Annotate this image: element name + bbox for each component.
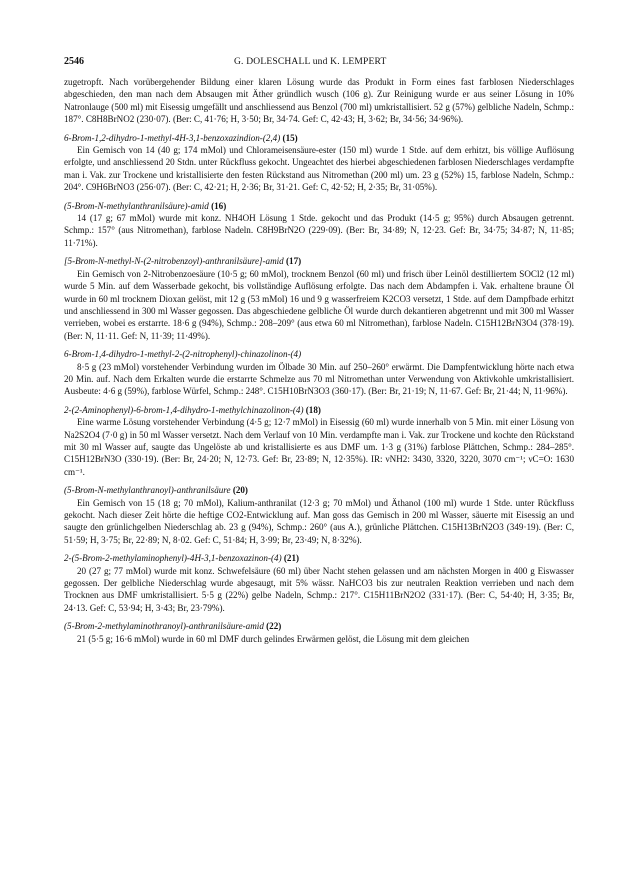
compound-number: (20) bbox=[232, 485, 248, 496]
paragraph: 20 (27 g; 77 mMol) wurde mit konz. Schwefelsäure (60 ml) über Nacht stehen gelassen und am nächsten Morgen in 400 g Eiswasser gegossen. Der gelbliche Niederschlag wurde abgesaugt, mit 5% wässr. NaHCO3 bis zur neutralen Reaktion verrieben und nach dem Trocknen aus DMF umkristallisiert. 5·5 g (22%) gelbe Nadeln, Schmp.: 217°. C15H11BrN2O2 (331·17). (Ber: C, 54·40; H, 3·35; Br, 24·13. Gef: C, 53·94; H, 3·43; Br, 23·79%). bbox=[64, 565, 574, 613]
running-header-authors: G. DOLESCHALL und K. LEMPERT bbox=[234, 57, 387, 67]
compound-name: (5-Brom-2-methylaminothranoyl)-anthranilsäure-amid bbox=[64, 621, 264, 632]
compound-name: (5-Brom-N-methylanthranilsäure)-amid bbox=[64, 200, 209, 211]
section-heading bbox=[64, 200, 574, 212]
compound-number: (21) bbox=[283, 553, 300, 564]
compound-name: 2-(5-Brom-2-methylaminophenyl)-4H-3,1-benzoxazinon-(4) bbox=[64, 553, 282, 564]
section-heading bbox=[64, 552, 574, 564]
page-header bbox=[64, 56, 574, 70]
section-heading bbox=[64, 132, 574, 144]
paragraph: 8·5 g (23 mMol) vorstehender Verbindung wurden im Ölbade 30 Min. auf 250–260° erwärmt. Die Dampfentwicklung hörte nach etwa 20 Min. auf. Nach dem Erkalten wurde die erstarrte Schmelze aus 70 ml Nitromethan unter Verwendung von Aktivkohle umkristallisiert. Ausbeute: 4·6 g (59%), farblose Würfel, Schmp.: 248°. C15H10BrN3O3 (360·17). (Ber: Br, 21·19; N, 11·67. Gef: Br, 21·44; N, 11·96%). bbox=[64, 361, 574, 397]
section-heading bbox=[64, 484, 574, 496]
compound-name: [5-Brom-N-methyl-N-(2-nitrobenzoyl)-anthranilsäure]-amid bbox=[64, 256, 284, 267]
section-heading bbox=[64, 620, 574, 632]
section-heading bbox=[64, 348, 574, 360]
paragraph: Ein Gemisch von 14 (40 g; 174 mMol) und Chlorameisensäure-ester (150 ml) wurde 1 Stde. auf dem erhitzt, bis völlige Auflösung erfolgte, und anschliessend 20 Stdn. unter Rückfluss gekocht. Ungeachtet des hierbei abgeschiedenen farblosen Niederschlages verdampfte man i. Vak. zur Trockene und kristallisierte den festen Rückstand aus Nitromethan (200 ml) um. 23 g (52%) 15, farblose Nadeln, Schmp.: 204°. C9H6BrNO3 (256·07). (Ber: C, 42·21; H, 2·36; Br, 31·21. Gef: C, 42·52; H, 2·35; Br, 31·05%). bbox=[64, 145, 574, 193]
compound-number: (22) bbox=[266, 621, 282, 632]
compound-name: (5-Brom-N-methylanthranoyl)-anthranilsäure bbox=[64, 485, 231, 496]
page-number: 2546 bbox=[64, 56, 84, 67]
section-heading bbox=[64, 255, 574, 267]
paragraph: Eine warme Lösung vorstehender Verbindung (4·5 g; 12·7 mMol) in Eisessig (60 ml) wurde innerhalb von 5 Min. mit einer Lösung von Na2S2O4 (7·0 g) in 50 ml Wasser versetzt. Nach dem Verlauf von 10 Min. verdampfte man i. Vak. zur Trockene und kochte den Rückstand mit 30 ml Wasser auf, saugte das Ungelöste ab und kristallisierte es aus DMF um. 1·3 g (31%) farblose Plättchen, Schmp.: 284–285°. C15H12BrN3O (330·19). (Ber: Br, 24·20; N, 12·73. Gef: Br, 23·89; N, 12·35%). IR: νNH2: 3430, 3320, 3220, 3070 cm⁻¹; νC=O: 1630 cm⁻¹. bbox=[64, 417, 574, 477]
compound-name: 2-(2-Aminophenyl)-6-brom-1,4-dihydro-1-methylchinazolinon-(4) bbox=[64, 404, 304, 415]
paragraph: 14 (17 g; 67 mMol) wurde mit konz. NH4OH Lösung 1 Stde. gekocht und das Produkt (14·5 g; 95%) durch Absaugen getrennt. Schmp.: 157° (aus Nitromethan), farblose Nadeln. C8H9BrN2O (229·09). (Ber: Br, 34·89; N, 12·23. Gef: Br, 34·75; 34·87; N, 11·85; 11·71%). bbox=[64, 213, 574, 248]
compound-name: 6-Brom-1,2-dihydro-1-methyl-4H-3,1-benzoxazindion-(2,4) bbox=[64, 132, 281, 143]
compound-number: (18) bbox=[305, 404, 321, 415]
compound-name: 6-Brom-1,4-dihydro-1-methyl-2-(2-nitrophenyl)-chinazolinon-(4) bbox=[64, 349, 302, 360]
compound-number: (16) bbox=[211, 200, 227, 211]
compound-number: (15) bbox=[282, 132, 298, 143]
compound-number: (17) bbox=[286, 256, 302, 267]
paragraph: zugetropft. Nach vorübergehender Bildung einer klaren Lösung wurde das Produkt in Form eines fast farblosen Niederschlages abgeschieden, den man nach dem Absaugen mit Äther gründlich wusch (106 g). Zur Reinigung wurde er aus seiner Lösung in 10% Natronlauge (500 ml) mit Eisessig umgefällt und anschliessend aus Benzol (700 ml) umkristallisiert. 52 g (57%) gelbliche Nadeln, Schmp.: 187°. C8H8BrNO2 (230·07). (Ber: C, 41·76; H, 3·50; Br, 34·74. Gef: C, 42·43; H, 3·62; Br, 34·56; 34·96%). bbox=[64, 77, 574, 125]
paragraph: 21 (5·5 g; 16·6 mMol) wurde in 60 ml DMF durch gelindes Erwärmen gelöst, die Lösung mit dem gleichen bbox=[77, 633, 470, 644]
section-heading bbox=[64, 404, 574, 416]
paragraph: Ein Gemisch von 15 (18 g; 70 mMol), Kalium-anthranilat (12·3 g; 70 mMol) und Äthanol (100 ml) wurde 1 Stde. unter Rückfluss gekocht. Nach dieser Zeit hörte die heftige CO2-Entwicklung auf. Man goss das Gemisch in 200 ml Wasser, säuerte mit Eisessig an und saugte den grünlichgelben Niederschlag ab. 23 g (94%), Schmp.: 260° (aus A.), grünliche Plättchen. C15H13BrN2O3 (349·19). (Ber: C, 51·59; H, 3·75; Br, 22·89; N, 8·02. Gef: C, 51·84; H, 3·99; Br, 23·49; N, 8·32%). bbox=[64, 497, 574, 545]
paragraph: Ein Gemisch von 2-Nitrobenzoesäure (10·5 g; 60 mMol), trocknem Benzol (60 ml) und frisch über Leinöl destilliertem SOCl2 (12 ml) wurde 5 Min. auf dem Wasserbade gekocht, bis vollständige Auflösung erfolgte. Das nach dem Abdampfen i. Vak. erhaltene braune Öl wurde in 60 ml trocknem Dioxan gelöst, mit 12 g (53 mMol) 16 und 9 g wasserfreiem K2CO3 versetzt, 1 Stde. auf dem Dampfbade erhitzt und anschliessend in 300 ml Wasser gegossen. Das abgeschiedene gelbliche Öl wurde durch dekantieren abgetrennt und mit 300 ml Wasser verrieben, wobei es erstarrte. 18·6 g (94%), Schmp.: 208–209° (aus etwa 60 ml Nitromethan), farblose Nadeln. C15H12BrN3O4 (378·19). (Ber: N, 11·11. Gef: N, 11·39; 11·49%). bbox=[64, 268, 574, 341]
